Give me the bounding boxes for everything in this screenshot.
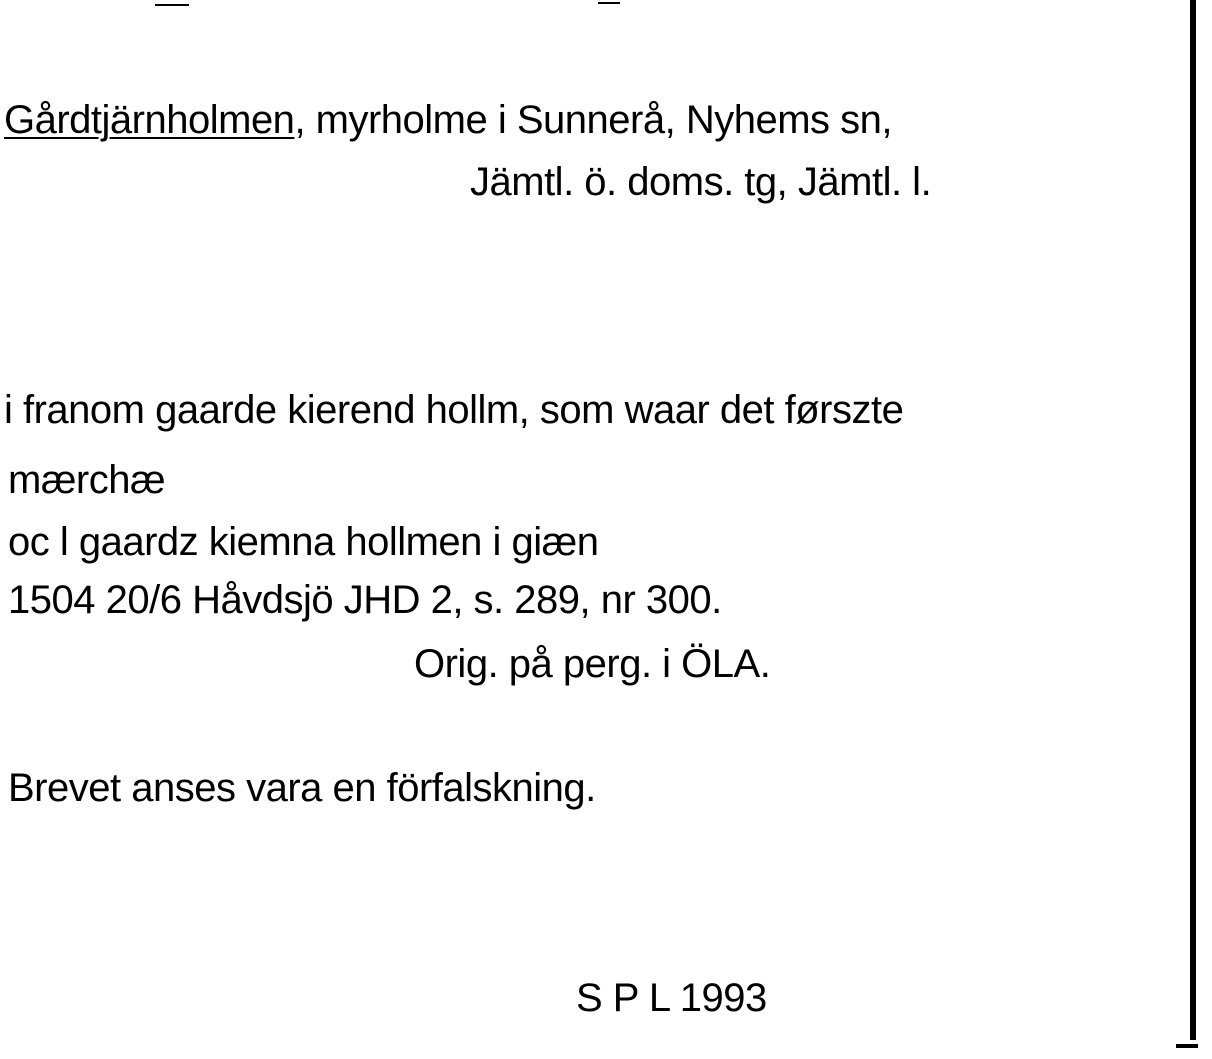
header-description: , myrholme i Sunnerå, Nyhems sn, — [294, 98, 892, 142]
editorial-note: Brevet anses vara en förfalskning. — [8, 766, 596, 810]
quote-line: oc l gaardz kiemna hollmen i giæn — [8, 520, 599, 564]
quote-line: i franom gaarde kierend hollm, som waar det førszte — [4, 388, 904, 432]
card-edge — [1190, 0, 1196, 1040]
card-edge-foot — [1176, 1044, 1198, 1048]
header-line-2: Jämtl. ö. doms. tg, Jämtl. l. — [470, 160, 932, 204]
scan-speck — [155, 4, 189, 6]
archive-reference: Orig. på perg. i ÖLA. — [414, 642, 771, 686]
header-line-1 — [4, 96, 892, 144]
headword: Gårdtjärnholmen — [4, 98, 295, 142]
quote-line: mærchæ — [8, 458, 166, 502]
signature: S P L 1993 — [576, 976, 767, 1020]
source-reference: 1504 20/6 Håvdsjö JHD 2, s. 289, nr 300. — [8, 578, 722, 622]
scan-speck — [598, 2, 620, 4]
